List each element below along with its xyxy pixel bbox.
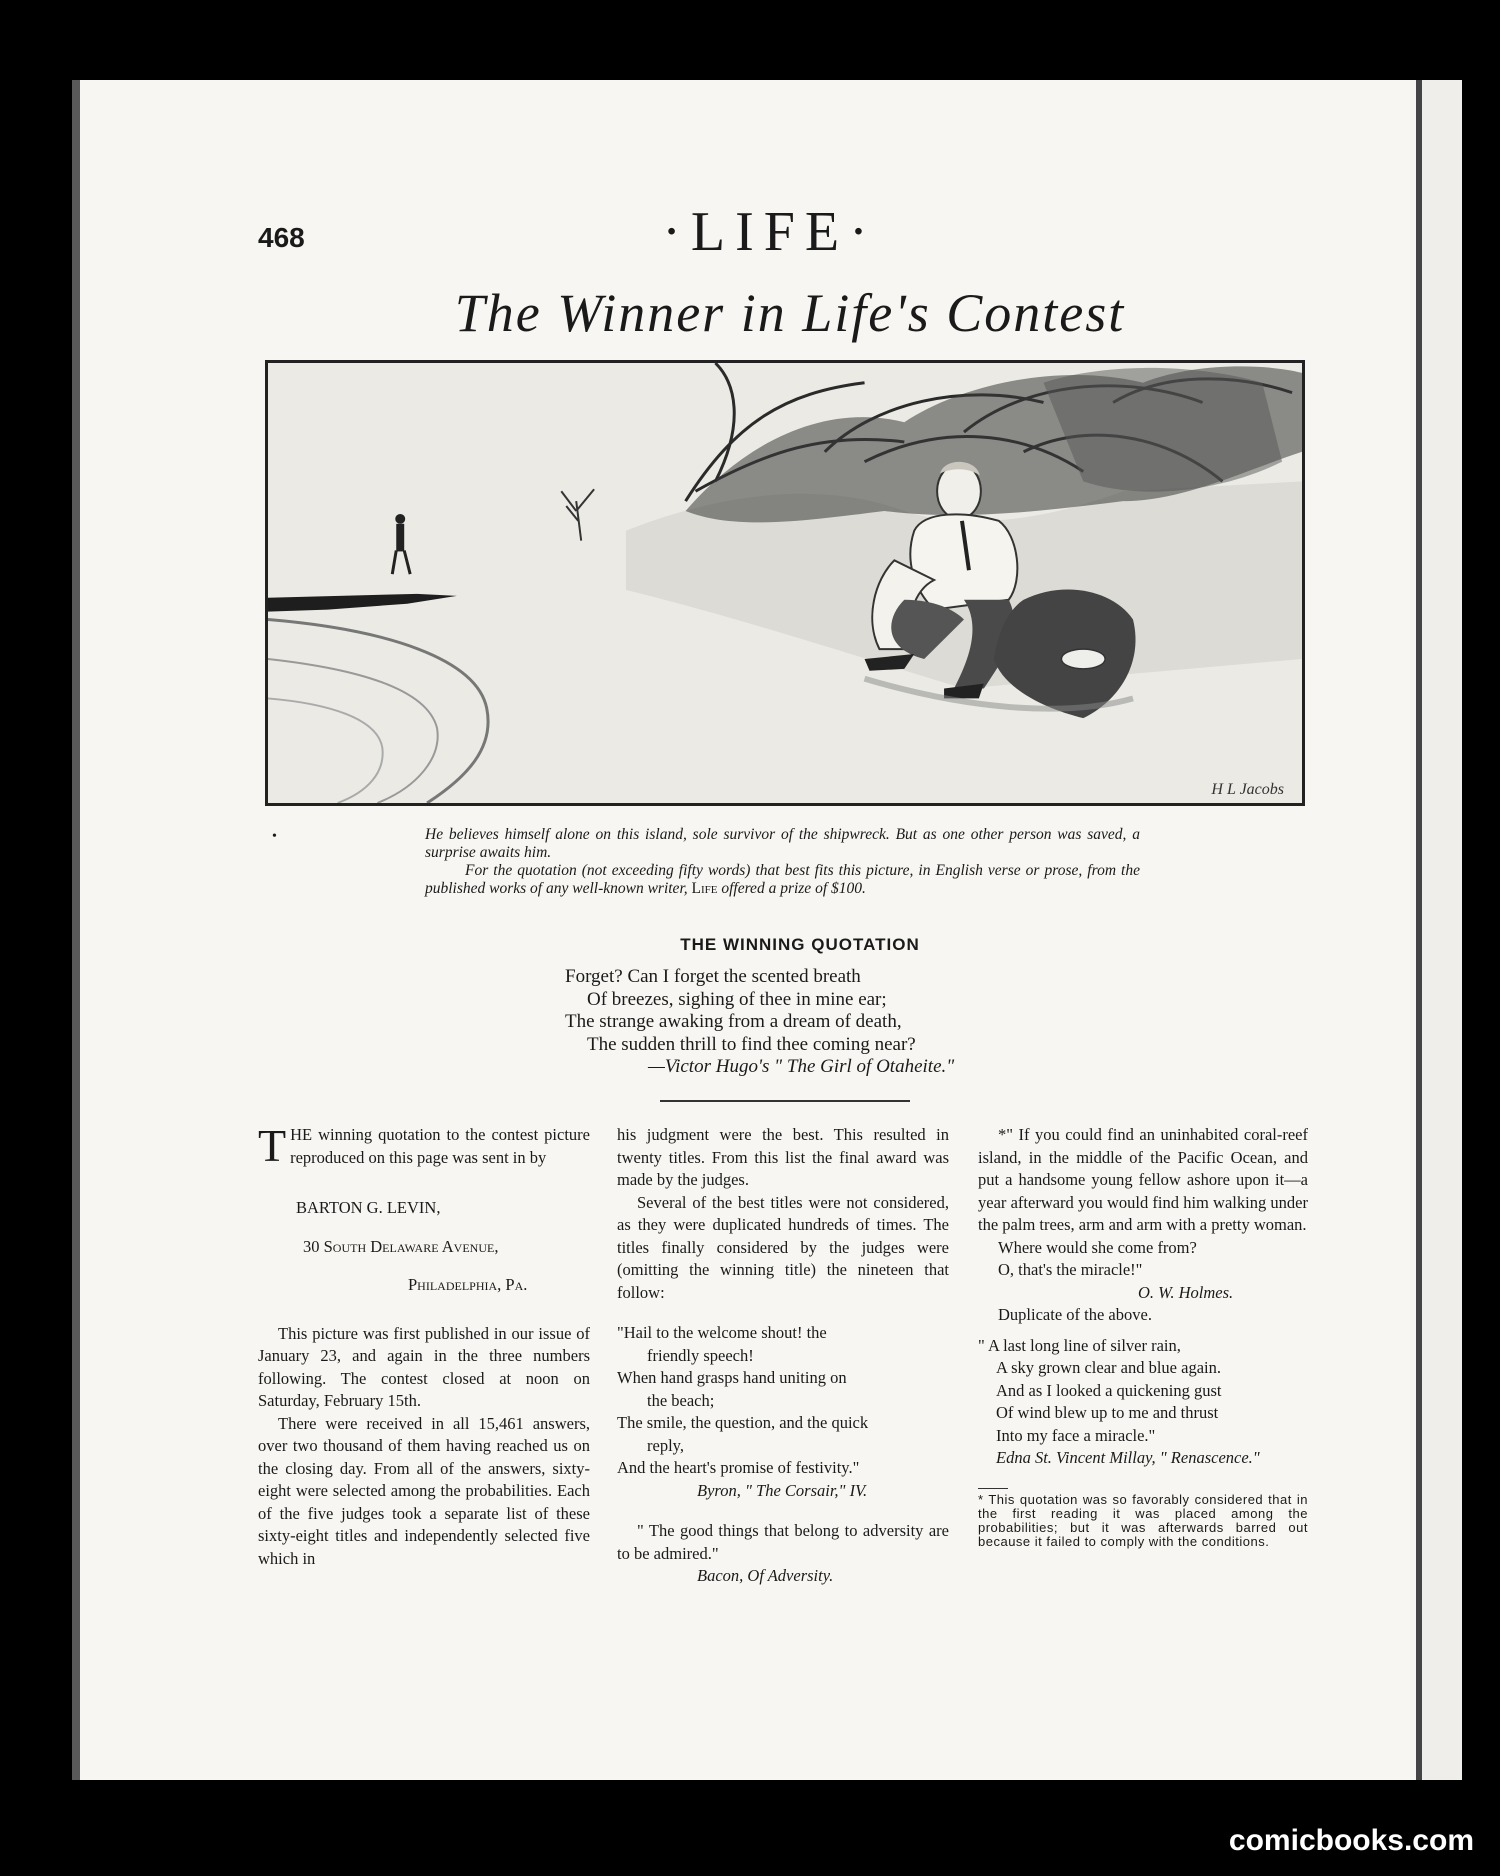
masthead: ·LIFE·	[662, 201, 878, 263]
holmes-quote: *" If you could find an uninhabited coral-reef island, in the middle of the Pacific Ocean, and put a handsome young fellow ashore upon it—a year afterward you would find him walking under the palm trees, arm and arm with a pretty woman.	[978, 1125, 1308, 1234]
bacon-quote: " The good things that belong to adversity are to be admired."	[617, 1521, 949, 1563]
holmes-citation: O. W. Holmes.	[1138, 1282, 1234, 1302]
poem-citation: Byron, " The Corsair," IV.	[697, 1480, 868, 1500]
caption-brand: Life	[691, 880, 718, 897]
poem-line: And the heart's promise of festivity."	[617, 1458, 860, 1477]
verse-line-1: Forget? Can I forget the scented breath	[565, 966, 861, 987]
site-watermark: comicbooks.com	[1228, 1824, 1474, 1857]
winner-name: BARTON G. LEVIN,	[296, 1198, 441, 1217]
intro-paragraph	[258, 1120, 590, 1171]
paragraph: his judgment were the best. This resulted in twenty titles. From this list the final award was made by the judges.	[617, 1125, 949, 1189]
paragraph: This picture was first published in our issue of January 23, and again in the three numbers following. The contest closed at noon on Saturday, February 15th.	[258, 1323, 590, 1410]
article-column-1	[258, 1120, 590, 1570]
caption-line-2-text: For the quotation (not exceeding fifty words) that best fits this picture, in English verse or prose, from the published works of any well-known writer,	[425, 862, 1140, 897]
poem-line: And as I looked a quickening gust	[996, 1380, 1222, 1400]
quote-line: O, that's the miracle!"	[998, 1260, 1143, 1279]
verse-line-2: Of breezes, sighing of thee in mine ear;	[587, 988, 887, 1010]
millay-citation: Edna St. Vincent Millay, " Renascence."	[996, 1448, 1260, 1467]
poem-line: When hand grasps hand uniting on	[617, 1368, 847, 1387]
verse-line-4: The sudden thrill to find thee coming near?	[587, 1033, 916, 1055]
intro-text: HE winning quotation to the contest picture reproduced on this page was sent in by	[290, 1125, 590, 1167]
stray-dot: •	[272, 829, 277, 844]
caption-line-1: He believes himself alone on this island, sole survivor of the shipwreck. But as one other person was saved, a surprise awaits him.	[425, 826, 1140, 861]
section-divider	[660, 1100, 910, 1102]
drop-cap: T	[258, 1120, 287, 1171]
paragraph: There were received in all 15,461 answers, over two thousand of them having reached us on the closing day. From all of the answers, sixty-eight were selected among the probabilities. Each of the five judges took a separate list of these sixty-eight titles and independently selected five which in	[258, 1413, 590, 1568]
verse-attribution: —Victor Hugo's " The Girl of Otaheite."	[648, 1056, 955, 1077]
winning-quotation-heading: THE WINNING QUOTATION	[680, 935, 920, 954]
winner-address	[258, 1197, 590, 1297]
beach-scene-drawing	[268, 363, 1302, 803]
article-column-3	[978, 1124, 1308, 1549]
winning-verse	[565, 966, 1085, 1079]
adjacent-page-edge	[1422, 80, 1462, 1780]
poem-line: "Hail to the welcome shout! the	[617, 1323, 827, 1342]
footnote: * This quotation was so favorably considered that in the first reading it was placed among the probabilities; but it was afterwards barred out because it failed to comply with the conditions.	[978, 1491, 1308, 1549]
poem-line: Of wind blew up to me and thrust	[996, 1403, 1219, 1422]
poem-line: the beach;	[647, 1390, 715, 1410]
paragraph: Several of the best titles were not considered, as they were duplicated hundreds of times. The titles finally considered by the judges were (omitting the winning title) the nineteen that follow:	[617, 1192, 949, 1302]
poem-line: reply,	[647, 1435, 684, 1455]
illustration-caption	[425, 826, 1140, 898]
caption-line-2-end: offered a prize of $100.	[721, 880, 866, 897]
footnote-rule	[978, 1488, 1008, 1489]
page-number: 468	[258, 222, 305, 253]
poem-line: friendly speech!	[647, 1345, 754, 1365]
winner-street: 30 South Delaware Avenue,	[303, 1236, 499, 1256]
poem-line: " A last long line of silver rain,	[978, 1335, 1181, 1355]
poem-line: The smile, the question, and the quick	[617, 1413, 869, 1432]
bacon-citation: Bacon, Of Adversity.	[697, 1566, 834, 1585]
bacon-citation-wrap	[617, 1565, 949, 1588]
article-title: The Winner in Life's Contest	[454, 283, 1126, 343]
artist-signature: H L Jacobs	[1211, 781, 1284, 798]
poem-line: Into my face a miracle."	[996, 1425, 1156, 1445]
article-column-2	[617, 1124, 949, 1588]
byron-quote	[617, 1322, 949, 1502]
contest-illustration	[265, 360, 1305, 806]
poem-line: A sky grown clear and blue again.	[996, 1358, 1221, 1377]
duplicate-note: Duplicate of the above.	[998, 1305, 1152, 1324]
verse-line-3: The strange awaking from a dream of death,	[565, 1011, 902, 1032]
winner-city: Philadelphia, Pa.	[408, 1275, 528, 1294]
quote-line: Where would she come from?	[998, 1237, 1197, 1257]
caption-line-2	[425, 862, 1140, 898]
